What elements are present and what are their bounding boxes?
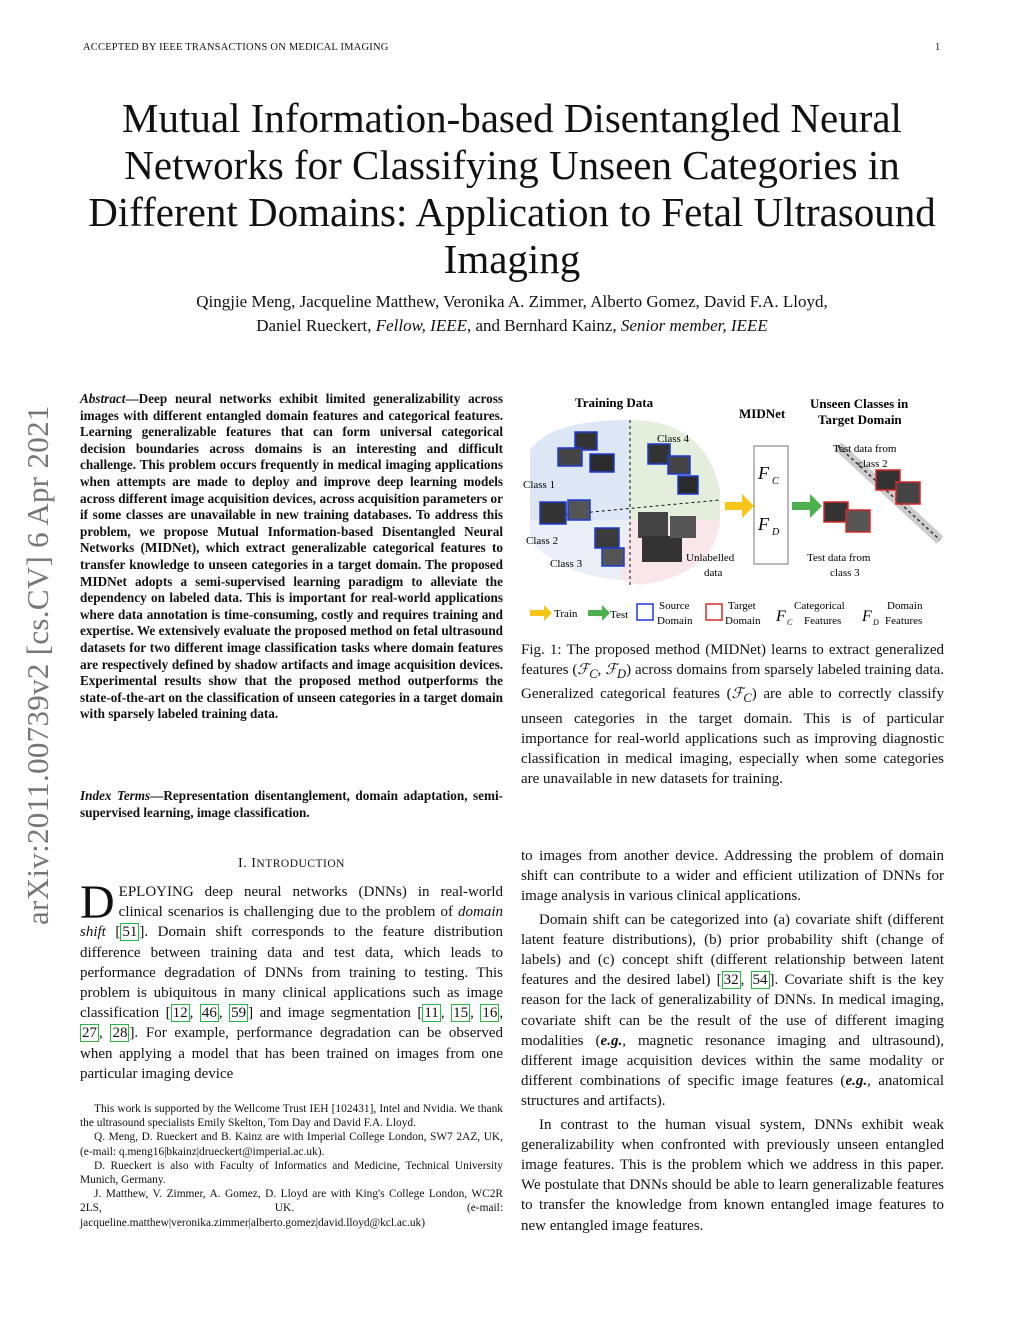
legend-target-1: Target <box>728 600 756 612</box>
label-class-3: Class 3 <box>550 558 583 570</box>
intro-text-b: [ <box>105 924 121 941</box>
caption-subscript: C <box>743 691 752 706</box>
caption-text-b: , <box>597 662 606 679</box>
legend-target-box <box>706 604 722 620</box>
label-training-data: Training Data <box>575 395 654 410</box>
legend-target-2: Domain <box>725 615 761 627</box>
caption-text-c: ) across domains from sparsely labeled training data. Generalized categorical features ( <box>521 662 944 703</box>
ultrasound-thumbnail <box>558 448 582 466</box>
legend-train: Train <box>554 608 578 620</box>
footnote: D. Rueckert is also with Faculty of Informatics and Medicine, Technical University Munich, Germany. <box>80 1159 503 1187</box>
caption-symbol: ℱ <box>577 662 590 679</box>
body-text: , anatomical structures and artifacts). <box>521 1073 944 1110</box>
citation-link[interactable]: 51 <box>122 924 138 941</box>
label-unlabelled-2: data <box>704 567 723 579</box>
ultrasound-thumbnail <box>602 548 624 566</box>
footnote: Q. Meng, D. Rueckert and B. Kainz are with Imperial College London, SW7 2AZ, UK, (e-mail: q.meng16|bkainz|drueckert@imperial.ac.uk). <box>80 1131 503 1158</box>
figure-caption <box>521 640 944 789</box>
citation-link[interactable]: 46 <box>201 1005 217 1022</box>
fc-symbol: F <box>758 463 769 483</box>
ultrasound-thumbnail <box>595 528 619 548</box>
caption-subscript: D <box>617 667 627 682</box>
body-text: Domain shift can be categorized into (a) covariate shift (different latent feature distributions), (b) prior probability shift (change of labels) and (c) concept shift (different relationship between latent features and the desired label) [ <box>521 911 944 989</box>
legend-train-arrow <box>530 605 552 621</box>
footnote: J. Matthew, V. Zimmer, A. Gomez, D. Lloyd are with King's College London, WC2R 2LS, UK. (e-mail: jacqueline.matthew|veronika.zimmer|alberto.gomez|david.lloyd@kcl.ac.uk) <box>80 1188 503 1229</box>
caption-text-d: ) are able to correctly classify unseen categories in the target domain. This is of particular importance for real-world applications such as improving diagnostic classification in medical imaging, especially when some categories are unavailable in new datasets for training. <box>521 686 944 788</box>
author-list <box>60 290 964 338</box>
caption-label: Fig. 1: <box>521 642 567 658</box>
citation-link[interactable]: 12 <box>172 1005 188 1022</box>
label-midnet: MIDNet <box>739 406 786 421</box>
section-heading <box>80 856 503 872</box>
ultrasound-thumbnail <box>568 500 590 520</box>
caption-symbol: ℱ <box>731 686 744 703</box>
test-arrow <box>792 494 822 518</box>
fc-subscript: C <box>772 476 779 487</box>
legend-cat-2: Features <box>804 615 842 627</box>
label-unseen-2: Target Domain <box>818 412 902 427</box>
body-emphasis: e.g. <box>600 1032 623 1049</box>
label-class-2: Class 2 <box>526 535 559 547</box>
legend-test: Test <box>610 609 629 621</box>
legend-test-arrow <box>588 605 610 621</box>
abstract-text: —Deep neural networks exhibit limited generalizability across images with different entangled domain features and categorical features. Learning generalizable features that can form universal categorical decision boundaries across domains is an interesting and difficult challenge. This problem occurs frequently in medical imaging applications when attempts are made to deploy and improve deep learning models across different image acquisition devices, across acquisition parameters or if some classes are unavailable in new training databases. To address this problem, we propose Mutual Information-based Disentangled Neural Networks (MIDNet), which extract generalizable categorical features to transfer knowledge to unseen categories in a target domain. The proposed MIDNet adopts a semi-supervised learning paradigm to alleviate the dependency on labeled data. This is important for real-world applications where data annotation is time-consuming, costly and requires training and expertise. We extensively evaluate the proposed method on fetal ultrasound datasets for two different image classification tasks where domain features are respectively defined by shadow artifacts and image acquisition devices. Experimental results show that the proposed method outperforms the state-of-the-art on the classification of unseen categories in a target domain with sparsely labeled training data. <box>80 391 503 722</box>
caption-text-a: The proposed method (MIDNet) learns to extract generalized features ( <box>521 642 944 679</box>
section-title-rest: NTRODUCTION <box>256 858 345 870</box>
citation-link[interactable]: 11 <box>424 1005 439 1022</box>
legend-cat-1: Categorical <box>794 600 845 612</box>
ultrasound-thumbnail <box>678 476 698 494</box>
body-paragraph: to images from another device. Addressing the problem of domain shift can contribute to a wider and efficient utilization of DNNs for image analysis in various clinical applications. <box>521 848 944 905</box>
legend-source-1: Source <box>659 600 690 612</box>
index-terms-text: —Representation disentanglement, domain adaptation, semi-supervised learning, image classification. <box>80 788 503 820</box>
intro-emphasis: domain shift <box>80 904 503 941</box>
intro-text-a: EPLOYING deep neural networks (DNNs) in real-world clinical scenarios is challenging due to the problem of <box>118 884 503 921</box>
index-terms-label: Index Terms <box>80 788 151 803</box>
arxiv-stamp: arXiv:2011.00739v2 [cs.CV] 6 Apr 2021 <box>20 405 55 925</box>
legend-fd-symbol: F <box>862 608 872 625</box>
label-unseen-1: Unseen Classes in <box>810 396 909 411</box>
citation-link[interactable]: 27 <box>82 1025 97 1042</box>
running-head: ACCEPTED BY IEEE TRANSACTIONS ON MEDICAL IMAGING <box>83 42 389 53</box>
body-paragraph: Domain shift can be categorized into (a) covariate shift (different latent feature distributions), (b) prior probability shift (change of labels) and (c) concept shift (different relationship between latent features and the desired label) [ 32 , 54 ]. Covariate shift is the key reason for the lack of generalizability of DNNs. In medical imaging, covariate shift can be the result of the use of different imaging modalities (e.g., magnetic resonance imaging and ultrasound), different image acquisition devices within the same modality or different combinations of specific image features (e.g., anatomical structures and artifacts). <box>521 911 944 1110</box>
ultrasound-thumbnail <box>670 516 696 538</box>
intro-paragraph: DEPLOYING deep neural networks (DNNs) in real-world clinical scenarios is challenging due to the problem of domain shift [ 51 ]. Domain shift corresponds to the feature distribution difference between training data and test data, which leads to performance degradation of DNNs from training to testing. This problem is ubiquitous in many clinical applications such as image classification [ 12 , 46 , 59 ] and image segmentation [ 11 , 15 , 16 , 27 , 28 ]. For example, performance degradation can be observed when applying a model that has been trained on images from one particular imaging device <box>80 876 504 1082</box>
section-first-letter: I <box>251 856 257 871</box>
index-terms <box>80 788 503 821</box>
ultrasound-thumbnail <box>638 512 668 538</box>
citation-link[interactable]: 28 <box>112 1025 128 1042</box>
target-thumbnail <box>846 510 870 532</box>
body-text: ]. Covariate shift is the key reason for the lack of generalizability of DNNs. In medical imaging, covariate shift can be the result of the use of different imaging modalities ( <box>521 972 944 1049</box>
legend-dom-1: Domain <box>887 600 923 612</box>
caption-symbol: ℱ <box>605 662 618 679</box>
label-test-c3-1: Test data from <box>807 552 871 564</box>
body-text: , magnetic resonance imaging and ultrasound), different image acquisition devices within the same modality or different combinations of specific image features ( <box>521 1032 944 1090</box>
abstract-label: Abstract <box>80 391 126 406</box>
footnotes <box>80 1102 503 1230</box>
citation-link[interactable]: 16 <box>482 1005 498 1022</box>
train-arrow <box>725 494 754 518</box>
figure-1-diagram <box>520 390 948 630</box>
caption-subscript: C <box>589 667 598 682</box>
ultrasound-thumbnail <box>642 536 682 562</box>
legend-fd-subscript: D <box>873 618 879 627</box>
page-number: 1 <box>935 42 941 53</box>
label-class-4: Class 4 <box>657 433 690 445</box>
citation-link[interactable]: 59 <box>231 1005 247 1022</box>
fd-subscript: D <box>772 527 780 538</box>
fd-symbol: F <box>758 514 769 534</box>
author-kainz-title: Senior member, IEEE <box>620 316 768 335</box>
body-paragraph: In contrast to the human visual system, DNNs exhibit weak generalizability when confronted with previously unseen entangled image features. This is the problem which we address in this paper. We postulate that DNNs should be able to learn generalizable features to transfer the knowledge from known entangled image features to new entangled image features. <box>521 1116 944 1234</box>
authors-line-1: Qingjie Meng, Jacqueline Matthew, Veronika A. Zimmer, Alberto Gomez, David F.A. Lloyd, <box>196 292 828 311</box>
body-emphasis: e.g. <box>845 1073 868 1090</box>
legend-source-box <box>637 604 653 620</box>
authors-line-2 <box>60 314 964 338</box>
label-unlabelled-1: Unlabelled <box>686 552 735 564</box>
author-rueckert: Daniel Rueckert, <box>256 316 376 335</box>
footnote: This work is supported by the Wellcome Trust IEH [102431], Intel and Nvidia. We thank the ultrasound specialists Emily Skelton, Tom Day and David F.A. Lloyd. <box>80 1103 503 1130</box>
label-class-1: Class 1 <box>523 479 556 491</box>
ultrasound-thumbnail <box>668 456 690 474</box>
label-test-c2-1: Test data from <box>833 443 897 455</box>
author-kainz: , and Bernhard Kainz, <box>467 316 621 335</box>
label-test-c2-2: class 2 <box>858 458 888 470</box>
target-thumbnail <box>896 482 920 504</box>
ultrasound-thumbnail <box>590 454 614 472</box>
figure-1 <box>520 390 948 630</box>
legend-source-2: Domain <box>657 615 693 627</box>
right-column-body <box>521 846 944 1236</box>
citation-link[interactable]: 32 <box>723 972 739 989</box>
section-numeral: I. <box>238 856 252 871</box>
legend-fc-subscript: C <box>787 618 793 627</box>
legend-dom-2: Features <box>885 615 923 627</box>
intro-text-c: ]. Domain shift corresponds to the feature distribution difference between training data and test data, which leads to performance degradation of DNNs from training to testing. This problem is ubiquitous in many clinical applications such as image classification [ <box>80 924 503 1022</box>
abstract <box>80 391 503 723</box>
target-thumbnail <box>824 502 848 522</box>
intro-text-e: ]. For example, performance degradation can be observed when applying a model that has been trained on images from one particular imaging device <box>80 1025 504 1082</box>
drop-cap: D <box>80 876 115 929</box>
citation-link[interactable]: 54 <box>752 972 768 989</box>
label-test-c3-2: class 3 <box>830 567 860 579</box>
legend-fc-symbol: F <box>776 608 786 625</box>
intro-text-d: ] and image segmentation [ <box>248 1005 423 1022</box>
ultrasound-thumbnail <box>648 444 670 464</box>
author-rueckert-title: Fellow, IEEE <box>375 316 467 335</box>
ultrasound-thumbnail <box>540 502 566 524</box>
citation-link[interactable]: 15 <box>453 1005 469 1022</box>
paper-title: Mutual Information-based Disentangled Neural Networks for Classifying Unseen Categories in Different Domains: Application to Fetal Ultrasound Imaging <box>88 95 936 282</box>
